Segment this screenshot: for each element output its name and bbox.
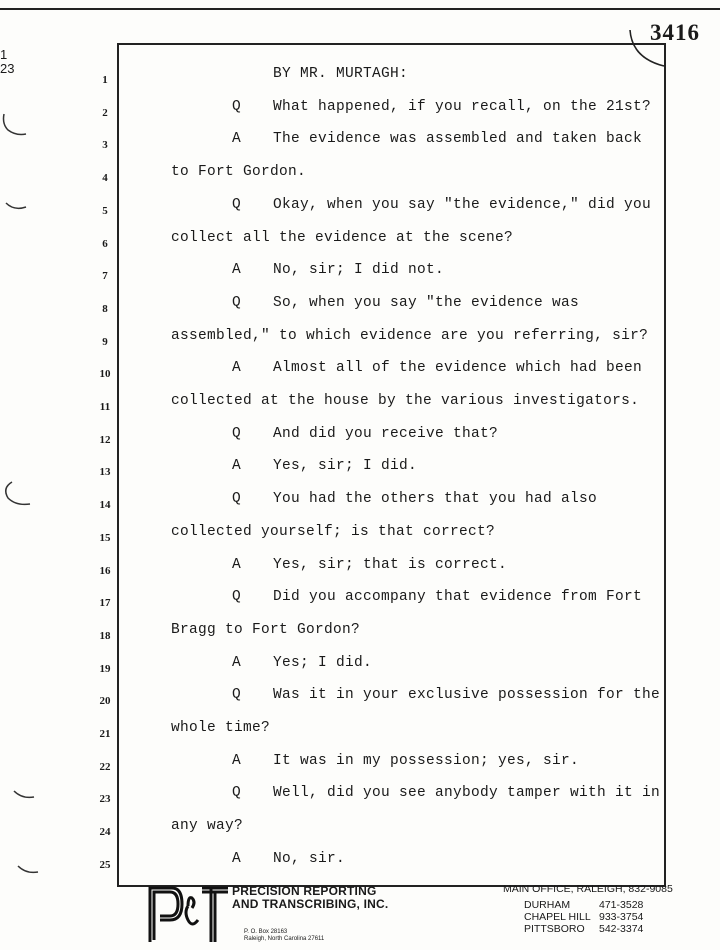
testimony-text: assembled," to which evidence are you referring, sir?	[171, 327, 649, 344]
line-number: 20	[99, 695, 111, 708]
line-number: 7	[102, 270, 108, 283]
margin-mark-2: 23	[0, 61, 15, 76]
binder-mark	[0, 478, 36, 508]
line-number: 11	[99, 401, 111, 413]
testimony-text: collected yourself; is that correct?	[171, 523, 496, 540]
testimony-text: Bragg to Fort Gordon?	[171, 621, 361, 638]
testimony-text: Yes, sir; I did.	[273, 458, 418, 475]
testimony-text: collect all the evidence at the scene?	[171, 229, 514, 246]
office-chapel-hill: CHAPEL HILL 933-3754	[524, 911, 644, 923]
line-number: 13	[99, 466, 111, 479]
testimony-text: any way?	[171, 818, 244, 835]
speaker-tag: A	[232, 131, 242, 148]
line-number: 24	[99, 826, 111, 839]
line-number: 14	[99, 499, 111, 512]
main-office: MAIN OFFICE, RALEIGH, 832-9085	[503, 883, 673, 895]
speaker-tag: A	[232, 262, 242, 279]
page-number: 3416	[650, 20, 700, 45]
line-number: 1	[102, 74, 108, 86]
top-rule	[0, 8, 720, 10]
testimony-text: Yes, sir; that is correct.	[273, 556, 508, 573]
line-number: 9	[102, 335, 108, 348]
line-number: 8	[102, 302, 108, 315]
testimony-text: So, when you say "the evidence was	[273, 294, 580, 311]
examination-byline: BY MR. MURTAGH:	[273, 66, 409, 82]
firm-name: PRECISION REPORTING AND TRANSCRIBING, INC.	[232, 884, 389, 911]
line-number: 10	[99, 368, 111, 381]
office-pittsboro: PITTSBORO 542-3374	[524, 923, 644, 935]
speaker-tag: Q	[232, 98, 242, 115]
line-number: 2	[102, 106, 108, 119]
line-number: 5	[102, 204, 108, 217]
testimony-text: whole time?	[171, 720, 271, 736]
speaker-tag: A	[232, 752, 242, 769]
testimony-text: You had the others that you had also	[273, 491, 598, 508]
speaker-tag: Q	[232, 425, 242, 442]
testimony-text: No, sir.	[273, 850, 346, 867]
firm-logo	[148, 886, 230, 944]
line-number: 25	[99, 858, 111, 871]
line-number: 6	[102, 237, 108, 250]
speaker-tag: A	[232, 556, 242, 573]
testimony-text: to Fort Gordon.	[171, 164, 307, 181]
testimony-text: The evidence was assembled and taken back	[273, 131, 643, 148]
testimony-text: Well, did you see anybody tamper with it in	[273, 785, 661, 802]
speaker-tag: A	[232, 654, 242, 671]
testimony-text: No, sir; I did not.	[273, 262, 445, 279]
line-number: 21	[99, 728, 111, 740]
line-number: 19	[99, 662, 111, 675]
testimony-text: It was in my possession; yes, sir.	[273, 752, 580, 769]
line-number: 4	[102, 172, 108, 185]
margin-mark-1: 1	[0, 47, 8, 62]
speaker-tag: Q	[232, 687, 242, 704]
testimony-text: collected at the house by the various investigators.	[171, 393, 640, 409]
speaker-tag: Q	[232, 491, 242, 508]
line-number: 3	[102, 139, 108, 152]
binder-mark	[0, 785, 36, 805]
speaker-tag: Q	[232, 785, 242, 802]
testimony-text: Was it in your exclusive possession for the	[273, 687, 661, 704]
line-number: 16	[99, 564, 111, 577]
binder-mark	[0, 195, 30, 215]
speaker-tag: A	[232, 850, 242, 867]
binder-mark	[0, 110, 30, 140]
line-number: 23	[99, 793, 111, 806]
firm-address: P. O. Box 28163 Raleigh, North Carolina 27611	[244, 929, 325, 942]
speaker-tag: A	[232, 458, 242, 475]
speaker-tag: Q	[232, 589, 242, 606]
testimony-text: And did you receive that?	[273, 425, 499, 442]
testimony-text: Yes; I did.	[273, 654, 373, 671]
speaker-tag: A	[232, 360, 242, 377]
line-number: 22	[99, 760, 111, 773]
line-number: 18	[99, 629, 111, 642]
line-number: 12	[99, 433, 111, 446]
testimony-text: What happened, if you recall, on the 21st?	[273, 98, 652, 115]
testimony-text: Okay, when you say "the evidence," did you	[273, 196, 652, 213]
speaker-tag: Q	[232, 294, 242, 311]
office-durham: DURHAM 471-3528	[524, 899, 644, 911]
binder-mark	[0, 860, 40, 880]
line-number: 17	[99, 597, 111, 610]
testimony-text: Did you accompany that evidence from Fort	[273, 589, 643, 606]
line-number: 15	[99, 531, 111, 544]
testimony-text: Almost all of the evidence which had been	[273, 360, 643, 377]
speaker-tag: Q	[232, 196, 242, 213]
